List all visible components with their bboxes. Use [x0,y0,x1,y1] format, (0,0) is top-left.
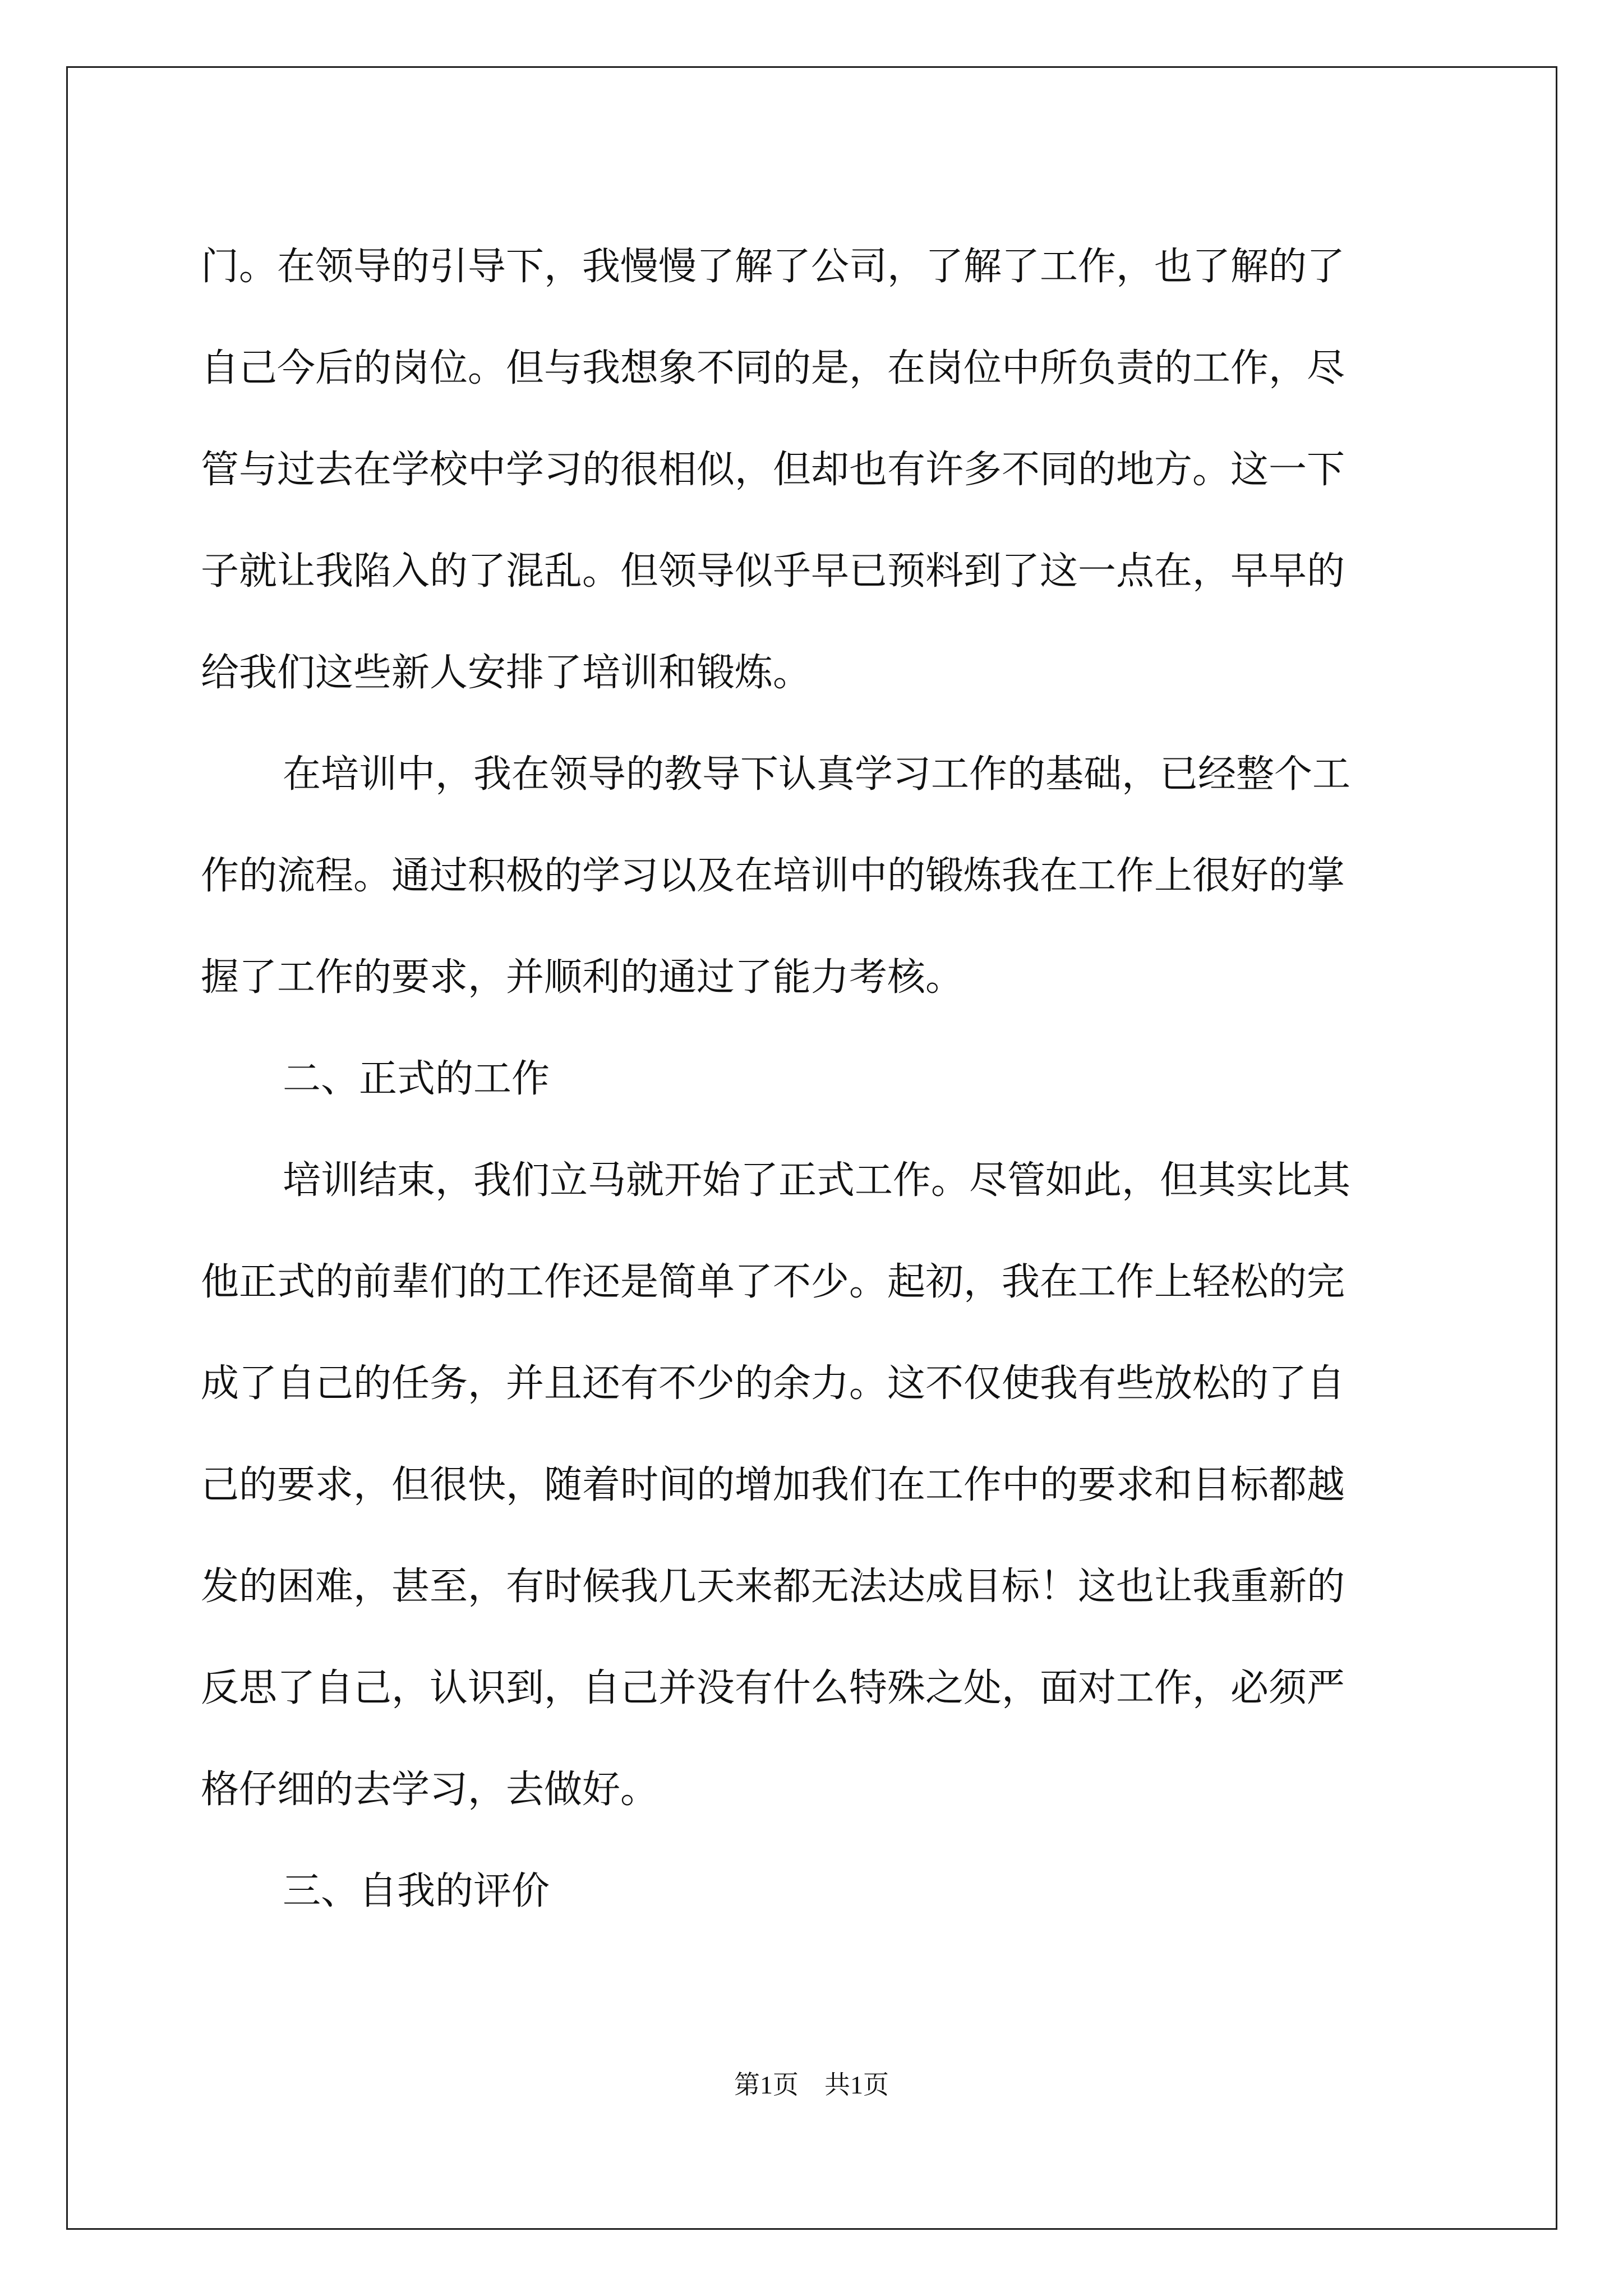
text-line: 发的困难，甚至，有时候我几天来都无法达成目标！这也让我重新的 [201,1565,1345,1609]
text-line: 给我们这些新人安排了培训和锻炼。 [201,651,811,695]
page-footer: 第1页 共1页 [734,2070,889,2099]
text-line: 他正式的前辈们的工作还是简单了不少。起初，我在工作上轻松的完 [201,1260,1345,1304]
text-line: 门。在领导的引导下，我慢慢了解了公司，了解了工作，也了解的了 [201,245,1345,289]
section-heading: 二、正式的工作 [283,1057,550,1101]
text-line: 管与过去在学校中学习的很相似，但却也有许多不同的地方。这一下 [201,448,1345,492]
text-line: 成了自己的任务，并且还有不少的余力。这不仅使我有些放松的了自 [201,1361,1345,1406]
text-line: 作的流程。通过积极的学习以及在培训中的锻炼我在工作上很好的掌 [201,854,1345,898]
text-line: 格仔细的去学习，去做好。 [201,1768,659,1812]
document-body [201,216,1423,1942]
text-line: 子就让我陷入的了混乱。但领导似乎早已预料到了这一点在，早早的 [201,549,1345,593]
paragraph-start-line: 培训结束，我们立马就开始了正式工作。尽管如此，但其实比其 [283,1158,1351,1203]
paragraph-start-line: 在培训中，我在领导的教导下认真学习工作的基础，已经整个工 [283,752,1351,797]
text-line: 己的要求，但很快，随着时间的增加我们在工作中的要求和目标都越 [201,1463,1345,1507]
text-line: 握了工作的要求，并顺利的通过了能力考核。 [201,955,964,1000]
section-heading: 三、自我的评价 [283,1869,550,1913]
text-line: 反思了自己，认识到，自己并没有什么特殊之处，面对工作，必须严 [201,1666,1345,1710]
text-line: 自己今后的岗位。但与我想象不同的是，在岗位中所负责的工作，尽 [201,346,1345,390]
